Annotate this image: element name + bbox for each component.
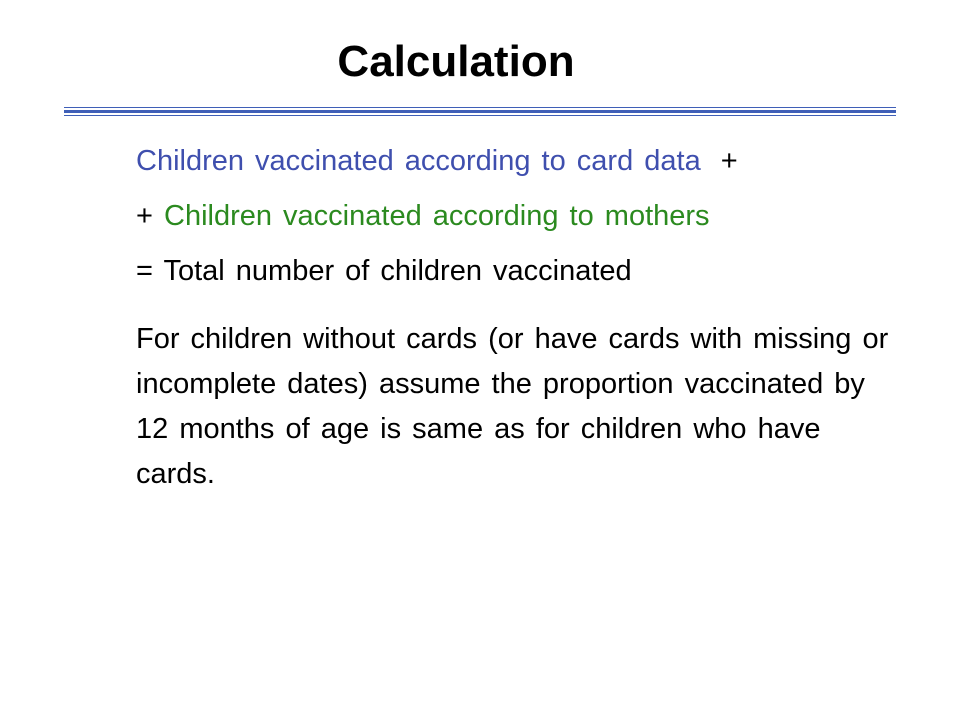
formula-line-card-data bbox=[136, 144, 906, 178]
divider-line-bottom bbox=[64, 115, 896, 116]
plus-operator-2: + bbox=[136, 200, 153, 232]
title-divider bbox=[64, 107, 896, 116]
mothers-text: Children vaccinated according to mothers bbox=[164, 200, 710, 232]
plus-operator-1: + bbox=[720, 145, 738, 177]
card-data-text: Children vaccinated according to card data bbox=[136, 145, 701, 177]
divider-line-top bbox=[64, 107, 896, 108]
slide-title: Calculation bbox=[337, 37, 575, 86]
formula-line-mothers bbox=[136, 199, 906, 233]
total-text: = Total number of children vaccinated bbox=[136, 255, 632, 287]
slide-content bbox=[136, 144, 906, 497]
assumption-paragraph: For children without cards (or have cards with missing or incomplete dates) assume the proportion vaccinated by 12 months of age is same as for children who have cards. bbox=[136, 323, 889, 490]
divider-line-middle bbox=[64, 110, 896, 113]
formula-line-total bbox=[136, 254, 906, 288]
